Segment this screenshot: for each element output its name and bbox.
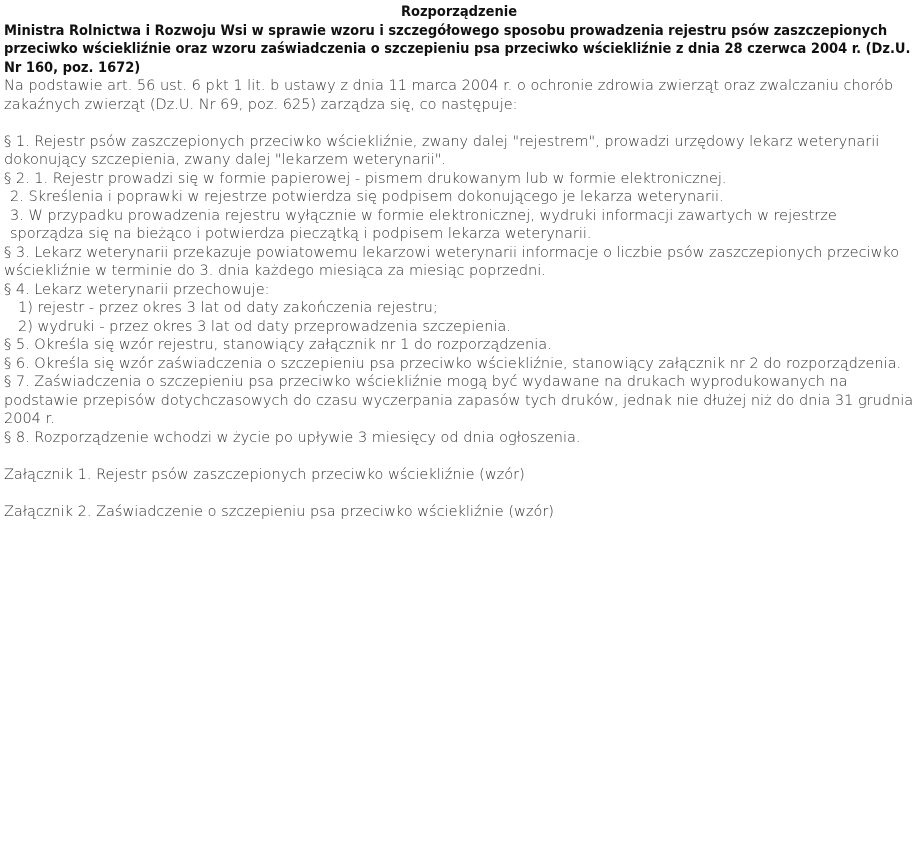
section-8: § 8. Rozporządzenie wchodzi w życie po upływie 3 miesięcy od dnia ogłoszenia.	[4, 429, 581, 446]
section-5: § 5. Określa się wzór rejestru, stanowiący załącznik nr 1 do rozporządzenia.	[4, 337, 552, 353]
section-1: § 1. Rejestr psów zaszczepionych przeciwko wściekliźnie, zwany dalej "rejestrem", prowadzi urzędowy lekarz weterynarii dokonujący szczepienia, zwany dalej "lekarzem weterynarii".	[4, 133, 880, 168]
spacer	[4, 447, 914, 466]
preamble: Na podstawie art. 56 ust. 6 pkt 1 lit. b ustawy z dnia 11 marca 2004 r. o ochronie zdrowia zwierząt oraz zwalczaniu chorób zakaźnych zwierząt (Dz.U. Nr 69, poz. 625) zarządza się, co następuje:	[4, 78, 894, 113]
section-4-point-1: 1) rejestr - przez okres 3 lat od daty zakończenia rejestru;	[18, 300, 438, 316]
section-4-point-2: 2) wydruki - przez okres 3 lat od daty przeprowadzenia szczepienia.	[18, 318, 511, 335]
section-7: § 7. Zaświadczenia o szczepieniu psa przeciwko wściekliźnie mogą być wydawane na drukach wyprodukowanych na podstawie przepisów dotychczasowych do czasu wyczerpania zapasów tych druków, jednak nie dłużej niż do dnia 31 grudnia 2004 r.	[4, 374, 914, 427]
annex-1-link: Załącznik 1. Rejestr psów zaszczepionych przeciwko wściekliźnie (wzór)	[4, 466, 525, 483]
document-subtitle: Ministra Rolnictwa i Rozwoju Wsi w sprawie wzoru i szczegółowego sposobu prowadzenia rejestru psów zaszczepionych przeciwko wściekliźnie oraz wzoru zaświadczenia o szczepieniu psa przeciwko wściekliźnie z dnia 28 czerwca 2004 r. (Dz.U. Nr 160, poz. 1672)	[4, 22, 911, 76]
annex-2-link: Załącznik 2. Zaświadczenie o szczepieniu psa przeciwko wściekliźnie (wzór)	[4, 503, 554, 520]
spacer	[4, 484, 914, 503]
document-heading: Rozporządzenie	[400, 4, 518, 20]
section-3: § 3. Lekarz weterynarii przekazuje powiatowemu lekarzowi weterynarii informacje o liczbie psów zaszczepionych przeciwko wściekliźnie w terminie do 3. dnia każdego miesiąca za miesiąc poprzedni.	[4, 244, 900, 279]
section-4: § 4. Lekarz weterynarii przechowuje:	[4, 281, 270, 298]
section-2-item-2: 2. Skreślenia i poprawki w rejestrze potwierdza się podpisem dokonującego je lekarza weterynarii.	[10, 189, 724, 205]
section-2-item-1: § 2. 1. Rejestr prowadzi się w formie papierowej - pismem drukowanym lub w formie elektronicznej.	[4, 170, 727, 187]
spacer	[4, 114, 914, 133]
section-2-item-3: 3. W przypadku prowadzenia rejestru wyłącznie w formie elektronicznej, wydruki informacji zawartych w rejestrze sporządza się na bieżąco i potwierdza pieczątką i podpisem lekarza weterynarii.	[10, 207, 837, 242]
section-6: § 6. Określa się wzór zaświadczenia o szczepieniu psa przeciwko wściekliźnie, stanowiący załącznik nr 2 do rozporządzenia.	[4, 355, 902, 372]
